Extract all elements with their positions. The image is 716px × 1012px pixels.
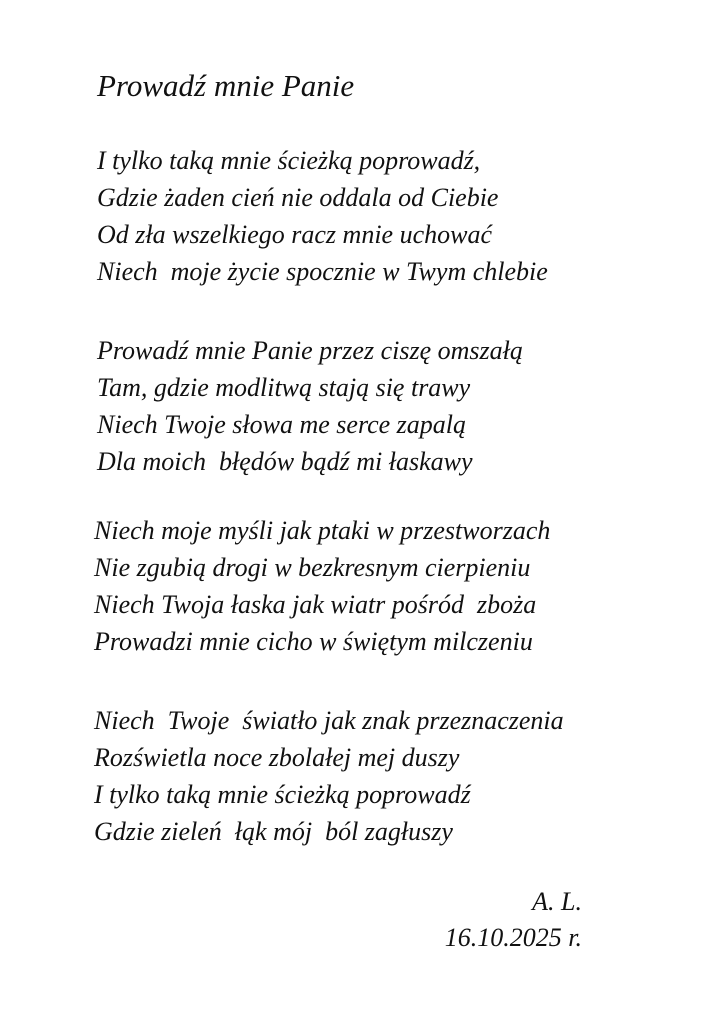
poem-line: I tylko taką mnie ścieżką poprowadź [94, 780, 471, 809]
poem-line: Rozświetla noce zbolałej mej duszy [94, 743, 460, 772]
poem-line: Prowadzi mnie cicho w świętym milczeniu [94, 627, 533, 656]
poem-line: Niech moje myśli jak ptaki w przestworzach [94, 516, 551, 545]
poem-line: Niech Twoja łaska jak wiatr pośród zboża [94, 590, 537, 619]
poem-line: Niech Twoje światło jak znak przeznaczenia [94, 706, 564, 735]
signature-author: A. L. [532, 887, 582, 916]
poem-stanza-4 [94, 702, 564, 850]
poem-title: Prowadź mnie Panie [97, 68, 355, 103]
poem-line: Gdzie żaden cień nie oddala od Ciebie [97, 183, 499, 212]
poem-line: Gdzie zieleń łąk mój ból zagłuszy [94, 817, 453, 846]
poem-line: Tam, gdzie modlitwą stają się trawy [97, 373, 471, 402]
poem-line: Od zła wszelkiego racz mnie uchować [97, 220, 493, 249]
signature-block [445, 884, 582, 956]
poem-line: Prowadź mnie Panie przez ciszę omszałą [97, 336, 523, 365]
poem-stanza-2 [97, 332, 523, 480]
poem-line: Niech moje życie spocznie w Twym chlebie [97, 257, 548, 286]
signature-date: 16.10.2025 r. [444, 923, 582, 952]
poem-line: Niech Twoje słowa me serce zapalą [97, 410, 467, 439]
poem-line: Nie zgubią drogi w bezkresnym cierpieniu [94, 553, 531, 582]
poem-line: I tylko taką mnie ścieżką poprowadź, [97, 146, 481, 175]
poem-line: Dla moich błędów bądź mi łaskawy [97, 447, 473, 476]
poem-stanza-1 [97, 142, 548, 290]
poem-stanza-3 [94, 512, 550, 660]
